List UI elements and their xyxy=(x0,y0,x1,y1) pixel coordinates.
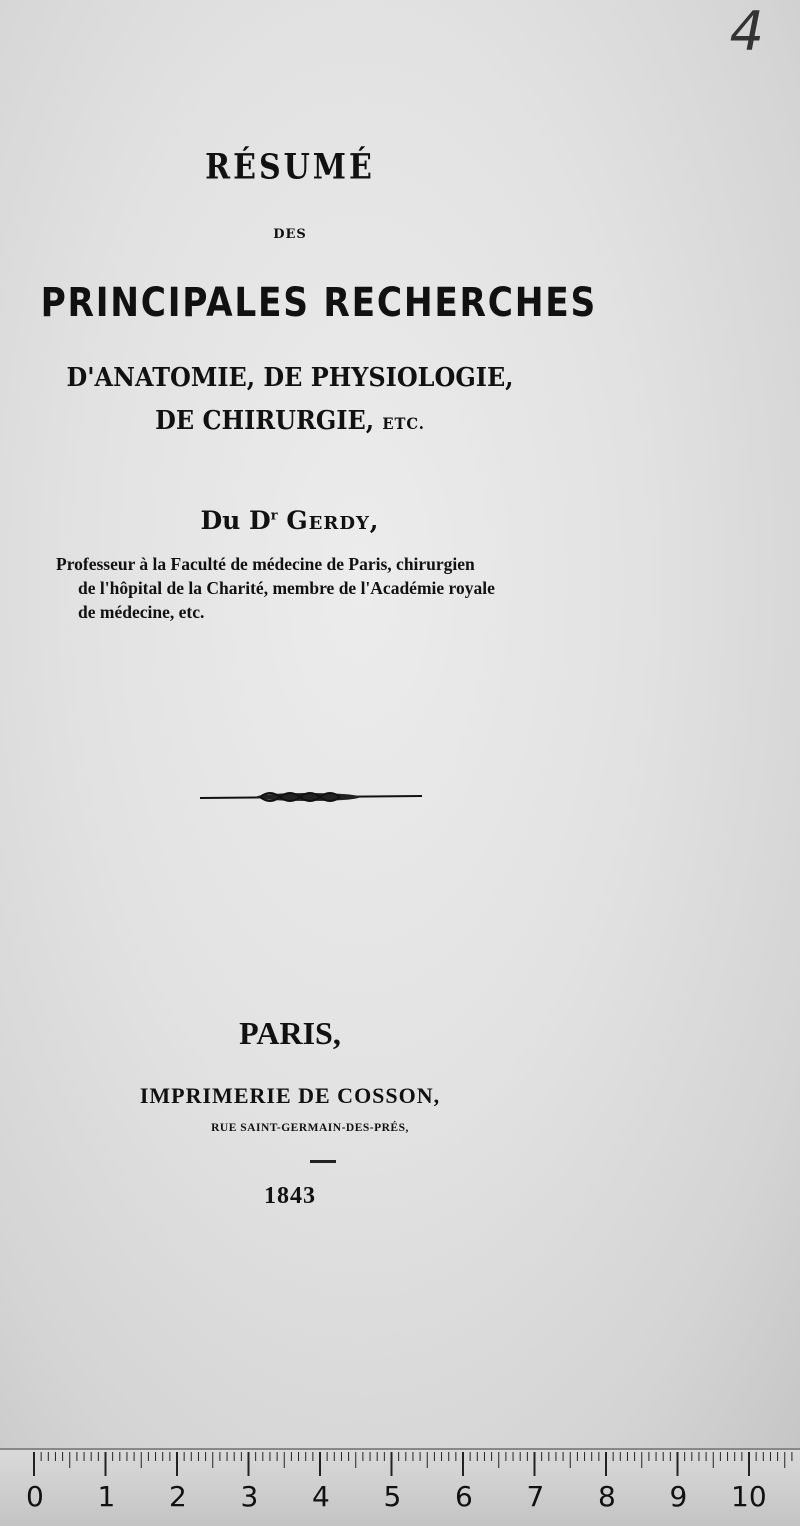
ruler-label: 5 xyxy=(383,1480,402,1513)
affiliation-line-3: de médecine, etc. xyxy=(78,602,205,622)
ruler-label: 8 xyxy=(598,1480,616,1513)
author-name: Gerdy, xyxy=(286,506,380,535)
author-sup: r xyxy=(270,508,278,524)
ruler-ticks xyxy=(0,1450,800,1480)
author-prefix: Du D xyxy=(200,506,271,535)
imprint-street: RUE SAINT-GERMAIN-DES-PRÉS, xyxy=(211,1122,409,1134)
title-resume: RÉSUMÉ xyxy=(205,147,375,188)
page-number: 4 xyxy=(729,0,764,63)
title-anatomie: D'ANATOMIE, DE PHYSIOLOGIE, xyxy=(66,363,514,393)
ruler-label: 2 xyxy=(169,1480,187,1513)
ruler-label: 1 xyxy=(97,1480,116,1513)
ruler-label: 9 xyxy=(669,1480,688,1513)
imprint-dash xyxy=(310,1160,336,1163)
ruler-label: 7 xyxy=(526,1480,545,1513)
title-des: DES xyxy=(273,227,307,242)
imprint-printer: IMPRIMERIE DE COSSON, xyxy=(139,1083,441,1108)
author-line xyxy=(0,506,580,535)
title-chirurgie-text: DE CHIRURGIE, xyxy=(155,406,375,436)
author-affiliation xyxy=(56,552,556,624)
affiliation-line-1: Professeur à la Faculté de médecine de Paris, chirurgien xyxy=(56,554,475,574)
ornament-rule-icon xyxy=(200,785,422,811)
affiliation-line-2: de l'hôpital de la Charité, membre de l'Académie royale xyxy=(78,578,495,598)
ruler-label: 4 xyxy=(312,1480,330,1513)
title-etc: ETC. xyxy=(382,414,425,433)
title-principales: PRINCIPALES RECHERCHES xyxy=(40,280,597,326)
measurement-ruler xyxy=(0,1448,800,1526)
imprint-year: 1843 xyxy=(264,1183,316,1209)
imprint-city: PARIS, xyxy=(239,1015,341,1051)
ruler-label: 6 xyxy=(455,1480,473,1513)
ruler-label: 3 xyxy=(240,1480,259,1513)
ruler-label: 10 xyxy=(731,1480,767,1513)
title-chirurgie xyxy=(23,406,557,436)
bleed-through-text xyxy=(140,120,148,150)
ruler-label: 0 xyxy=(26,1480,44,1513)
